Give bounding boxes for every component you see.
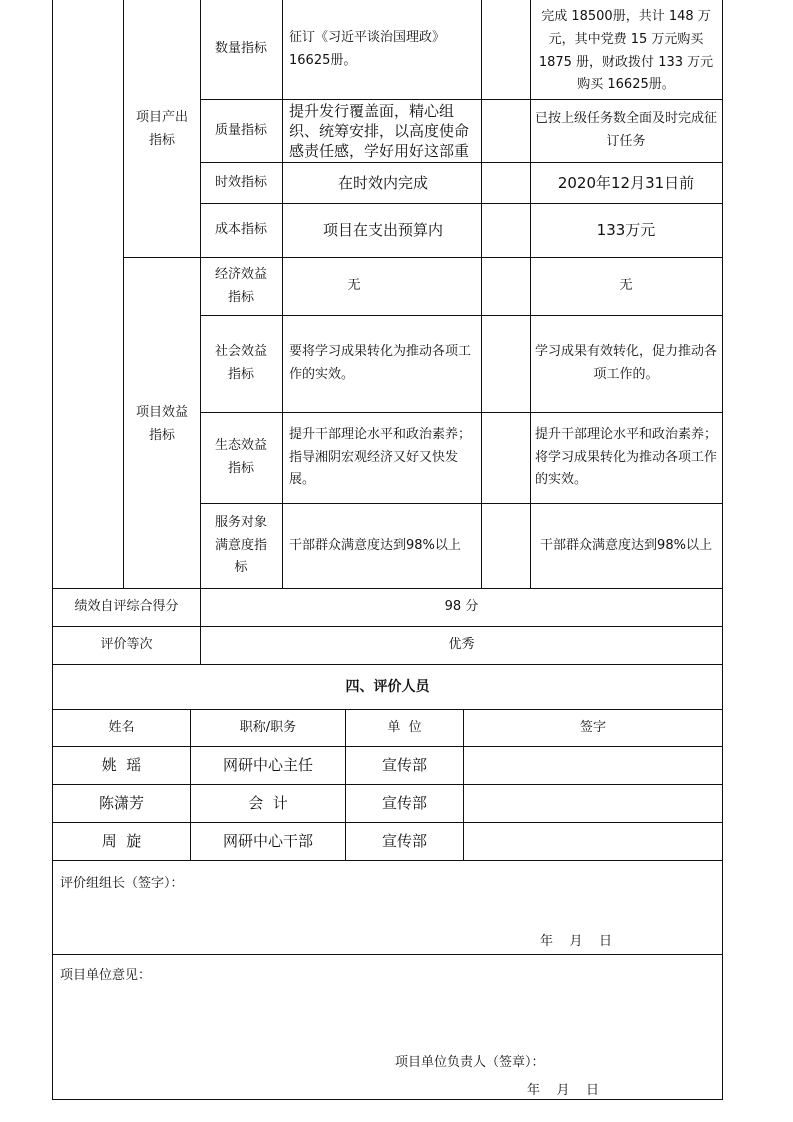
target-value: 要将学习成果转化为推动各项工作的实效。 <box>289 344 472 382</box>
rule <box>722 0 723 1100</box>
target-value: 提升干部理论水平和政治素养；指导湘阴宏观经济又好又快发展。 <box>289 426 472 488</box>
reviewer-signature <box>464 747 722 784</box>
benefit-group-label: 项目效益指标 <box>135 405 188 443</box>
target-value: 项目在支出预算内 <box>322 221 443 240</box>
rule <box>200 0 201 664</box>
grade-label: 评价等次 <box>100 637 153 653</box>
indicator-label: 社会效益指标 <box>214 344 267 382</box>
actual-value: 干部群众满意度达到98%以上 <box>540 537 712 553</box>
unit-opinion-date: 年 月 日 <box>527 1083 600 1098</box>
indicator-label: 生态效益指标 <box>214 438 267 476</box>
actual-value: 无 <box>619 278 633 294</box>
leader-sign-date: 年 月 日 <box>540 934 613 949</box>
reviewer-unit: 宣传部 <box>381 794 427 813</box>
target-value: 无 <box>347 278 361 294</box>
output-group-label: 项目产出指标 <box>135 110 188 148</box>
indicator-label: 服务对象满意度指标 <box>214 514 267 576</box>
actual-value: 2020年12月31日前 <box>557 173 695 192</box>
indicator-label: 数量指标 <box>214 41 267 57</box>
reviewer-signature <box>464 823 722 860</box>
score-label: 绩效自评综合得分 <box>74 599 179 615</box>
header-title: 职称/职务 <box>239 719 297 735</box>
indicator-label: 成本指标 <box>214 222 267 238</box>
rule <box>52 860 722 861</box>
reviewer-title: 网研中心主任 <box>222 756 313 775</box>
indicator-label: 质量指标 <box>214 122 267 138</box>
reviewer-signature <box>464 785 722 822</box>
unit-opinion-label: 项目单位意见： <box>60 968 152 983</box>
actual-value: 学习成果有效转化，促力推动各项工作的。 <box>535 344 718 382</box>
actual-value: 完成 18500册，共计 148 万元，其中党费 15 万元购买 1875 册，财政拨付 133 万元购买 16625册。 <box>538 9 714 93</box>
leader-sign-label: 评价组组长（签字）： <box>60 876 184 891</box>
reviewer-title: 会 计 <box>248 794 288 813</box>
reviewer-unit: 宣传部 <box>381 756 427 775</box>
header-unit: 单 位 <box>387 719 422 735</box>
header-name: 姓名 <box>108 719 135 735</box>
indicator-label: 时效指标 <box>214 174 267 190</box>
reviewer-name: 姚 瑶 <box>101 756 142 775</box>
rule <box>123 0 124 588</box>
header-sign: 签字 <box>579 719 606 735</box>
reviewer-title: 网研中心干部 <box>222 832 313 851</box>
target-value: 提升发行覆盖面，精心组织、统筹安排，以高度使命感责任感，学好用好这部重 <box>289 102 470 160</box>
rule <box>52 0 53 1100</box>
actual-value: 已按上级任务数全面及时完成征订任务 <box>535 111 718 149</box>
rule <box>52 1099 722 1100</box>
actual-value: 提升干部理论水平和政治素养；将学习成果转化为推动各项工作的实效。 <box>535 426 718 488</box>
rule <box>481 0 482 588</box>
target-value: 征订《习近平谈治国理政》16625册。 <box>289 30 446 68</box>
score-value: 98 分 <box>444 599 479 615</box>
unit-signer-label: 项目单位负责人（签章）： <box>395 1055 545 1070</box>
rule <box>530 0 531 588</box>
reviewer-name: 周 旋 <box>101 832 142 851</box>
actual-value: 133万元 <box>596 221 656 240</box>
target-value: 干部群众满意度达到98%以上 <box>289 537 461 553</box>
target-value: 在时效内完成 <box>337 173 428 192</box>
rule <box>52 954 722 955</box>
grade-value: 优秀 <box>448 637 475 653</box>
section-title: 四、评价人员 <box>345 678 430 695</box>
reviewer-name: 陈潇芳 <box>98 794 144 813</box>
reviewer-unit: 宣传部 <box>381 832 427 851</box>
rule <box>282 0 283 588</box>
indicator-label: 经济效益指标 <box>214 266 267 305</box>
